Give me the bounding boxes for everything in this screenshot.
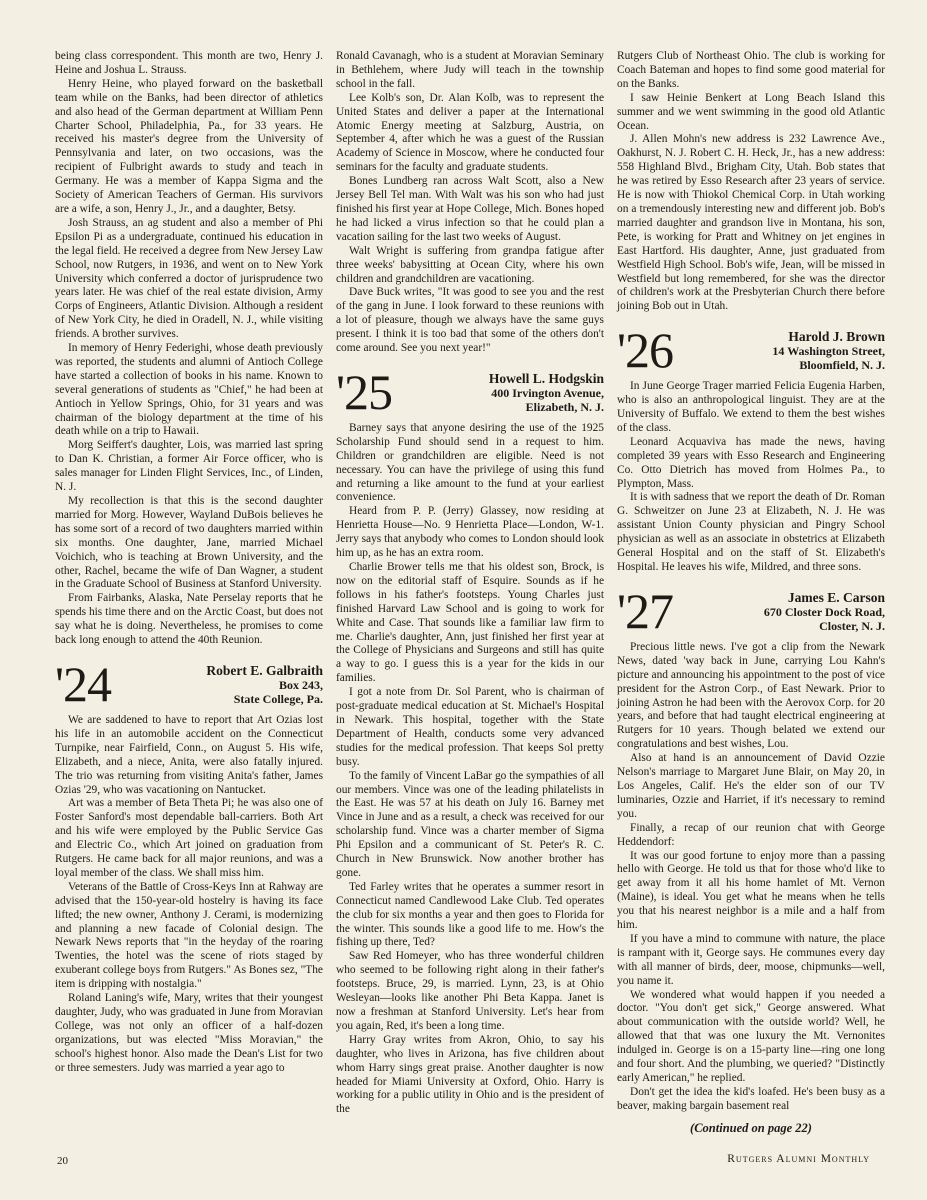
paragraph: From Fairbanks, Alaska, Nate Perselay reports that he spends his time there and on the Arctic Coast, but does not say what he is doing. Nevertheless, he promises to come back long enough to attend the 40th Reunion. <box>55 592 323 647</box>
paragraph: If you have a mind to commune with nature, the place is rampant with it, George says. He communes every day with all manner of birds, deer, moose, chipmunks—well, you name it. <box>617 932 885 987</box>
address-line: Bloomfield, N. J. <box>799 358 885 373</box>
class-year: '27 <box>617 582 674 639</box>
paragraph: Walt Wright is suffering from grandpa fatigue after three weeks' babysitting at Ocean City, where his own children and grandchildren are vacationing. <box>336 244 604 285</box>
paragraph: Rutgers Club of Northeast Ohio. The club is working for Coach Bateman and hopes to find some good material for on the Banks. <box>617 50 885 90</box>
class-heading-25 <box>336 363 604 420</box>
correspondent-address <box>772 328 885 372</box>
paragraph: Morg Seiffert's daughter, Lois, was married last spring to Dan K. Christian, a former Air Force officer, who is sales manager for Linden Flight Services, Inc., of Linden, N. J. <box>55 439 323 494</box>
paragraph: Henry Heine, who played forward on the basketball team while on the Banks, had been director of athletics and also head of the German department at William Penn Charter School, Philadelphia, Pa., for 33 years. He received his master's degree from the University of Pennsylvania and later, on two occasions, was the recipient of Fulbright awards to study and teach in Germany. He was a member of Kappa Sigma and the Society of American Teachers of German. His survivors are a wife, a son, Henry J., Jr., and a daughter, Betsy. <box>55 77 323 215</box>
paragraph: Precious little news. I've got a clip from the Newark News, dated 'way back in June, carrying Lou Kahn's picture and announcing his appointment to the post of vice president for the Astron Corp., of East Newark. Prior to joining Astron he had been with the Aerovox Corp. for 20 years, and before that had taught electrical engineering at Rutgers for 10 years. Though belated we extend our congratulations and best wishes, Lou. <box>617 640 885 751</box>
correspondent-address <box>206 662 323 706</box>
address-line: 14 Washington Street, <box>772 344 885 359</box>
correspondent-name: Robert E. Galbraith <box>206 662 323 678</box>
column-1 <box>55 50 323 1076</box>
class-heading-24 <box>55 655 323 712</box>
paragraph: Also at hand is an announcement of David Ozzie Nelson's marriage to Margaret June Blair, on May 20, in Los Angeles, Calif. He's the elder son of our TV luminaries, Ozzie and Harriet, if it's necessary to remind you. <box>617 752 885 820</box>
paragraph: Ted Farley writes that he operates a summer resort in Connecticut named Candlewood Lake Club. Ted operates the club for six months a year and then goes to Florida for the winter. This sounds like a good life to me. How's the fishing up there, Ted? <box>336 880 604 949</box>
class-year: '25 <box>336 363 393 420</box>
address-line: Elizabeth, N. J. <box>525 399 604 414</box>
class-year: '24 <box>55 655 112 712</box>
paragraph: Harry Gray writes from Akron, Ohio, to say his daughter, who lives in Arizona, has five children about whom Harry sings great praise. Another daughter is now headed for Miami University at Oxford, Ohio. Harry is working for a public utility in Ohio and is the president of the <box>336 1033 604 1116</box>
paragraph: I saw Heinie Benkert at Long Beach Island this summer and we went swimming in the good old Atlantic Ocean. <box>617 91 885 132</box>
paragraph: To the family of Vincent LaBar go the sympathies of all our members. Vince was one of the leading philatelists in the East. He was 57 at his death on July 16. Barney met Vince in June and as a result, a check was received for our scholarship fund. Vince was a charter member of Sigma Phi Epsilon and a communicant of St. Peter's R. C. Church in New Brunswick. Now another brother has gone. <box>336 769 604 879</box>
continued-notice: (Continued on page 22) <box>690 1120 812 1135</box>
class-heading-27 <box>617 582 885 639</box>
address-line: 670 Closter Dock Road, <box>763 604 885 619</box>
paragraph: Barney says that anyone desiring the use of the 1925 Scholarship Fund should send in a request to him. Children or grandchildren are eligible. Need is not necessary. You can have the privilege of using this fund and returning a like amount to the fund at your earliest convenience. <box>336 421 604 504</box>
paragraph: It was our good fortune to enjoy more than a passing hello with George. He told us that for those who'd like to get away from it all his home hamlet of Mt. Vernon (Maine), is ideal. You get what he means when he tells you that his nearest neighbor is a mile and a half from him. <box>617 849 885 932</box>
paragraph: Ronald Cavanagh, who is a student at Moravian Seminary in Bethlehem, where Judy will teach in the township school in the fall. <box>336 50 604 90</box>
correspondent-address <box>489 370 604 414</box>
paragraph: Heard from P. P. (Jerry) Glassey, now residing at Henrietta House—No. 9 Henrietta Place—London, W-1. Jerry says that anybody who comes to London should look him up, as he has an extra room. <box>336 505 604 560</box>
paragraph: Roland Laning's wife, Mary, writes that their youngest daughter, Judy, who was graduated in June from Moravian College, was not only an officer of a half-dozen organizations, but was elected "Miss Moravian," the school's highest honor. Also made the Dean's List for two or three semesters. Judy was married a year ago to <box>55 992 323 1074</box>
paragraph: Saw Red Homeyer, who has three wonderful children who seemed to be following right along in their father's footsteps. Bruce, 29, is married. Lynn, 23, is at Ohio Wesleyan—looks like another Phi Beta Kappa. Janet is now a freshman at Stanford University. Let's hear from you again, Red, it's been a long time. <box>336 950 604 1032</box>
paragraph: Don't get the idea the kid's loafed. He's been busy as a beaver, making bargain basement real <box>617 1085 885 1112</box>
class-heading-26 <box>617 322 885 379</box>
paragraph: In memory of Henry Federighi, whose death previously was reported, the students and alumni of Antioch College have started a collection of books in his name. Known to several generations of students as "Chief," he had been at Antioch in Yellow Springs, Ohio, for 31 years and was chairman of the biology department at the time of his death while on a trip to Hawaii. <box>55 342 323 438</box>
column-2 <box>336 50 604 1117</box>
paragraph: J. Allen Mohn's new address is 232 Lawrence Ave., Oakhurst, N. J. Robert C. H. Heck, Jr., has a new address: 558 Highland Blvd., Brigham City, Utah. Bob states that he was retired by Esso Research after 23 years of service. He is now with Thiokol Chemical Corp. in Utah working on a tremendously interesting new and different job. Bob's married daughter and grandson live in Montana, his son, Pete, is working for Pratt and Whitney on jet engines in East Hartford. His daughter, Anne, just graduated from Westfield High School. Bob's wife, Jean, will be missed in Westfield but long remembered, for she was the director of children's work at the Presbyterian Church there before joining Bob out in Utah. <box>617 133 885 313</box>
address-line: Closter, N. J. <box>819 618 885 633</box>
correspondent-name: Harold J. Brown <box>788 329 885 345</box>
paragraph: Art was a member of Beta Theta Pi; he was also one of Foster Sanford's most dependable ball-carriers. Both Art and his wife were employed by the Public Service Gas and Electric Co., which Art joined on graduation from Rutgers. He came back for all major reunions, and was a loyal member of the class. We shall miss him. <box>55 797 323 879</box>
address-line: Box 243, <box>278 677 323 692</box>
correspondent-address <box>764 589 885 633</box>
correspondent-name: Howell L. Hodgskin <box>488 370 604 386</box>
column-3 <box>617 50 885 1136</box>
address-line: State College, Pa. <box>233 691 323 706</box>
paragraph: In June George Trager married Felicia Eugenia Harben, who is also an anthropological linguist. They are at the University of Buffalo. We extend to them the best wishes of the class. <box>617 380 885 434</box>
paragraph: Veterans of the Battle of Cross-Keys Inn at Rahway are advised that the 150-year-old hostelry is having its face lifted; the new owner, Anthony J. Cerami, is modernizing and planning a new facade of Colonial design. The Newark News reports that "in the heyday of the roaring Twenties, the hotel was the scene of riots staged by exuberant college boys from Rutgers." As Bones sez, "The item is dripping with nostalgia." <box>55 880 323 991</box>
paragraph: It is with sadness that we report the death of Dr. Roman G. Schweitzer on June 23 at Elizabeth, N. J. He was assistant Union County physician and Pingry School physician as well as an associate in obstetrics at Elizabeth General Hospital and on the staff of St. Elizabeth's Hospital. He leaves his wife, Mildred, and three sons. <box>617 491 885 573</box>
paragraph: I got a note from Dr. Sol Parent, who is chairman of post-graduate medical education at St. Michael's Hospital in Newark. This hospital, together with the State Department of Health, conducts some very advanced studies for the medical profession. That keeps Sol pretty busy. <box>336 686 604 768</box>
paragraph: Lee Kolb's son, Dr. Alan Kolb, was to represent the United States and deliver a paper at the International Atomic Energy meeting at Salzburg, Austria, on September 4, after which he was a guest of the Russian Academy of Science in Moscow, where he conducted four seminars for the faculty and graduate students. <box>336 91 604 174</box>
paragraph: Finally, a recap of our reunion chat with George Heddendorf: <box>617 821 885 848</box>
address-line: 400 Irvington Avenue, <box>491 385 604 400</box>
paragraph: Bones Lundberg ran across Walt Scott, also a New Jersey Bell Tel man. With Walt was his son who had just finished his first year at Hope College, Mich. Bones hoped he had licked a virus infection so that he could plan a vacation sailing for the last two weeks of August. <box>336 175 604 243</box>
class-year: '26 <box>617 322 674 379</box>
publication-name: Rutgers Alumni Monthly <box>727 1153 870 1165</box>
correspondent-name: James E. Carson <box>787 589 885 605</box>
paragraph: We wondered what would happen if you needed a doctor. "You don't get sick," George answered. What about communication with the outside world? Well, he allowed that that was one luxury the Mt. Vernonites indulged in. George is on a 15-party line—ring one long and four short. And the plumbing, we queried? "Distinctly early American," he replied. <box>617 988 885 1084</box>
paragraph: being class correspondent. This month are two, Henry J. Heine and Joshua L. Strauss. <box>55 50 323 76</box>
paragraph: Dave Buck writes, "It was good to see you and the rest of the gang in June. I look forward to these reunions with a lot of pleasure, though we always have the same guys present. I think it is too bad that some of the others don't come around. See you next year!" <box>336 286 604 355</box>
page-number: 20 <box>57 1155 68 1167</box>
paragraph: My recollection is that this is the second daughter married for Morg. However, Wayland DuBois believes he has some sort of a record of two daughters married within six months. One daughter, Jane, married Michael Voichich, who is teaching at Brown University, and the other, Rachel, became the wife of Dan Wagner, a student in the Graduate School of Business at Stanford University. <box>55 495 323 591</box>
paragraph: Charlie Brower tells me that his oldest son, Brock, is now on the editorial staff of Esquire. Sounds as if he follows in his father's footsteps. Young Charles just finished Harvard Law School and is going to work for White and Case. That sounds like a familiar law firm to me. Charlie's daughter, Ann, just finished her first year at the College of Physicians and Surgeons and still has quite a way to go. I guess this is a year for the kids in our families. <box>336 561 604 685</box>
paragraph: Leonard Acquaviva has made the news, having completed 39 years with Esso Research and Engineering Co. Otto Dietrich has moved from Holmes Pa., to Plympton, Mass. <box>617 435 885 490</box>
paragraph: Josh Strauss, an ag student and also a member of Phi Epsilon Pi as a undergraduate, continued his education in the legal field. He received a degree from New Jersey Law School, now Rutgers, in 1936, and went on to New York University which conferred a doctor of jurisprudence two years later. He was chief of the real estate division, Army Corps of Engineers, Atlantic Division. Although a resident of New York City, he died in Oradell, N. J., while visiting friends. A brother survives. <box>55 216 323 341</box>
paragraph: We are saddened to have to report that Art Ozias lost his life in an automobile accident on the Connecticut Turnpike, near Fairfield, Conn., on August 5. His wife, Elizabeth, and a niece, Anita, were also fatally injured. The trio was returning from visiting Anita's father, James Ozias '29, who was vacationing on Nantucket. <box>55 713 323 796</box>
